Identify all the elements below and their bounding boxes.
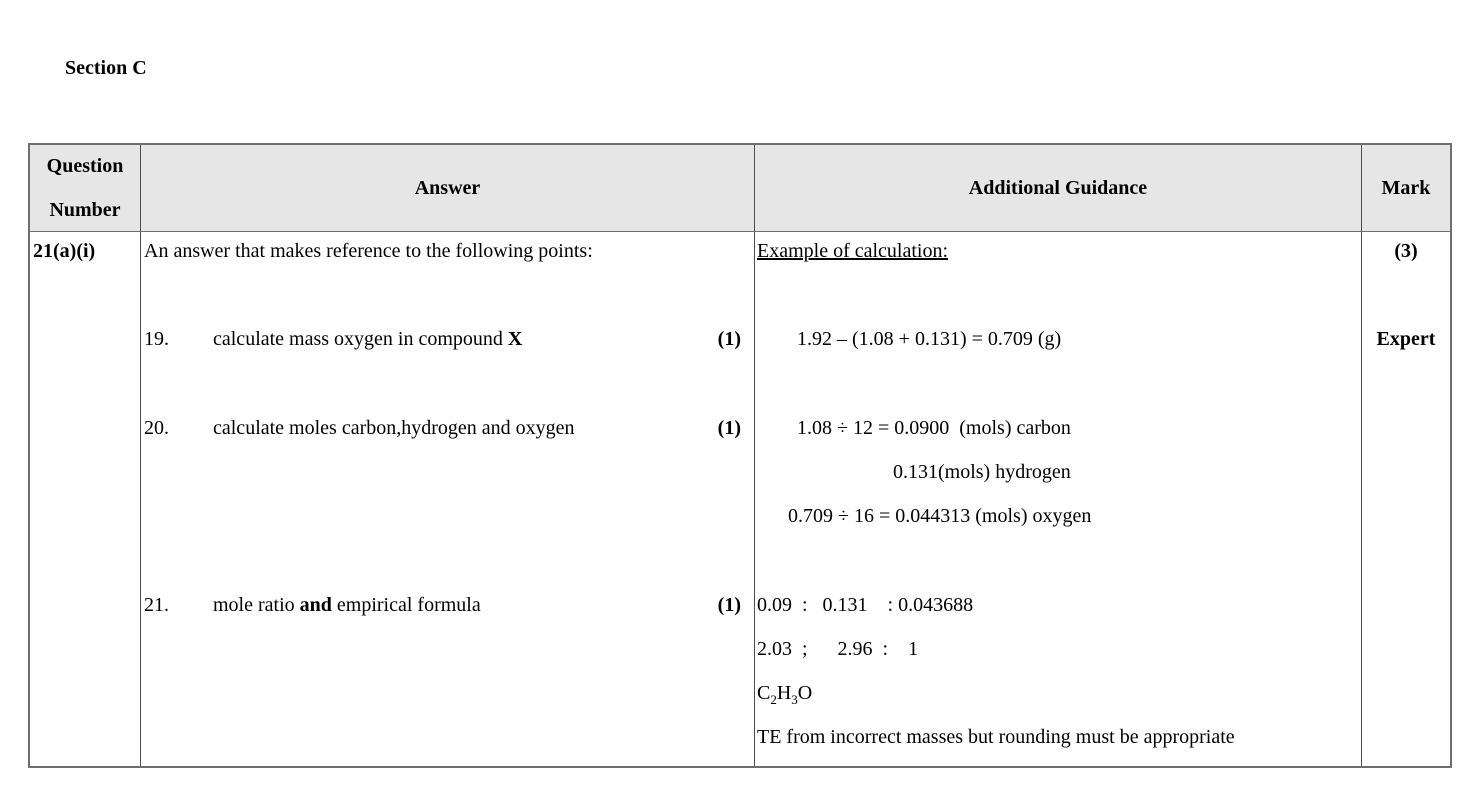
answer-item-text <box>213 417 718 440</box>
answer-intro: An answer that makes reference to the following points: <box>144 240 593 262</box>
answer-item-text <box>213 328 718 351</box>
header-question-line1: Question <box>46 154 124 177</box>
guidance-moles-carbon: 1.08 ÷ 12 = 0.0900 (mols) carbon <box>797 417 1071 439</box>
header-question-number <box>30 145 141 232</box>
header-additional-guidance: Additional Guidance <box>755 145 1362 232</box>
header-question-line2: Number <box>49 198 121 221</box>
answer-item-text-bold: X <box>507 328 523 350</box>
mark-level: Expert <box>1376 328 1436 350</box>
guidance-note: TE from incorrect masses but rounding must be appropriate <box>757 726 1235 748</box>
answer-item-text-bold: and <box>299 594 332 616</box>
formula-element: H <box>776 682 792 704</box>
mark-total: (3) <box>1394 240 1418 262</box>
guidance-ratio-line1: 0.09 : 0.131 : 0.043688 <box>757 594 974 616</box>
mark-scheme-table <box>28 143 1452 768</box>
section-title: Section C <box>65 57 147 79</box>
guidance-moles-oxygen: 0.709 ÷ 16 = 0.044313 (mols) oxygen <box>788 505 1092 527</box>
answer-item-20 <box>144 417 754 440</box>
answer-item-21 <box>144 594 754 617</box>
answer-item-text-pre: calculate mass oxygen in compound <box>213 328 508 350</box>
formula-element: O <box>797 682 813 704</box>
answer-item-19 <box>144 328 754 351</box>
cell-question-number <box>30 232 141 766</box>
header-mark: Mark <box>1362 145 1450 232</box>
guidance-heading: Example of calculation: <box>757 240 949 262</box>
answer-item-number: 19. <box>144 328 169 350</box>
guidance-ratio-line2: 2.03 ; 2.96 : 1 <box>757 638 919 660</box>
guidance-moles-hydrogen: 0.131(mols) hydrogen <box>893 461 1071 483</box>
cell-mark <box>1362 232 1450 766</box>
answer-item-mark: (1) <box>717 417 741 439</box>
question-number: 21(a)(i) <box>33 240 96 262</box>
answer-item-text-pre: mole ratio <box>213 594 300 616</box>
answer-item-mark: (1) <box>717 594 741 616</box>
formula-subscript: 3 <box>791 692 798 707</box>
cell-answer <box>141 232 755 766</box>
answer-item-number: 21. <box>144 594 169 616</box>
answer-item-text <box>213 594 718 617</box>
guidance-empirical-formula <box>757 682 812 705</box>
cell-additional-guidance <box>755 232 1362 766</box>
answer-item-text-pre: calculate moles carbon,hydrogen and oxygen <box>213 417 575 439</box>
header-answer: Answer <box>141 145 755 232</box>
formula-subscript: 2 <box>770 692 777 707</box>
answer-item-text-post: empirical formula <box>331 594 481 616</box>
formula-element: C <box>757 682 771 704</box>
answer-item-number: 20. <box>144 417 169 439</box>
answer-item-mark: (1) <box>717 328 741 350</box>
guidance-calc-mass-oxygen: 1.92 – (1.08 + 0.131) = 0.709 (g) <box>797 328 1062 350</box>
